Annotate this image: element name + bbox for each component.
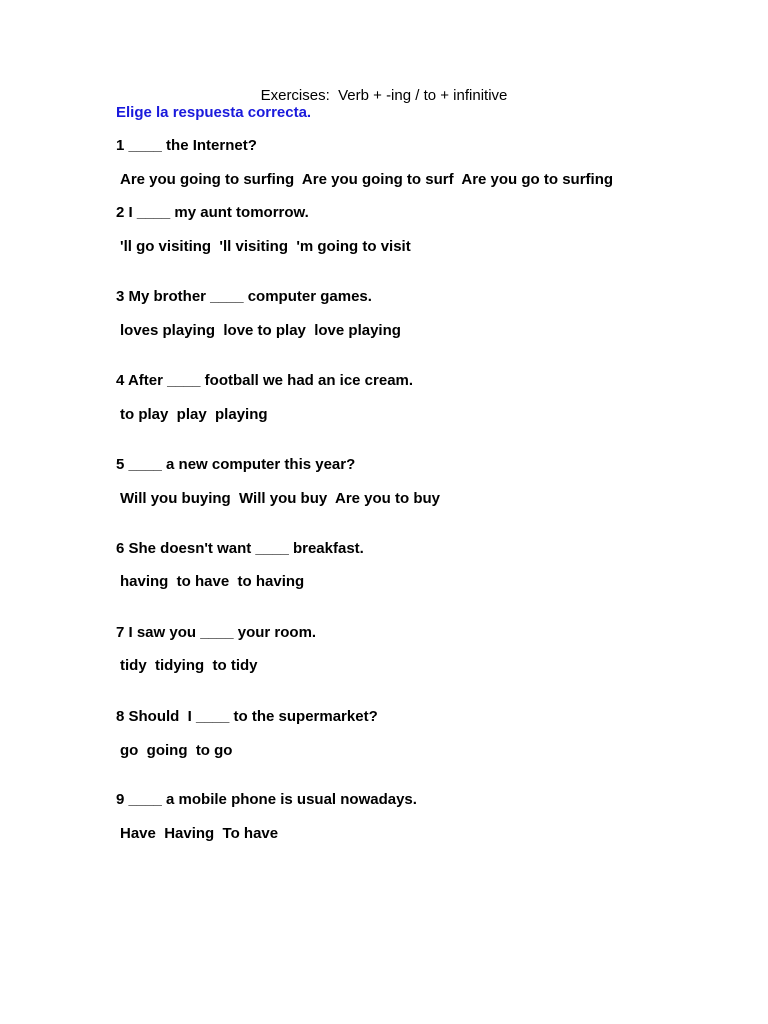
question-5: 5 ____ a new computer this year? <box>116 456 356 473</box>
options-7: tidy tidying to tidy <box>120 657 258 674</box>
options-8: go going to go <box>120 742 233 759</box>
question-7: 7 I saw you ____ your room. <box>116 624 317 641</box>
question-9: 9 ____ a mobile phone is usual nowadays. <box>116 791 417 808</box>
options-4: to play play playing <box>120 406 268 423</box>
question-3: 3 My brother ____ computer games. <box>116 288 372 305</box>
options-1: Are you going to surfing Are you going to surf Are you go to surfing <box>120 171 614 188</box>
question-8: 8 Should I ____ to the supermarket? <box>116 708 378 725</box>
question-4: 4 After ____ football we had an ice cream. <box>116 372 414 389</box>
options-9: Have Having To have <box>120 825 279 842</box>
question-1: 1 ____ the Internet? <box>116 137 257 154</box>
question-2: 2 I ____ my aunt tomorrow. <box>116 204 309 221</box>
options-6: having to have to having <box>120 573 305 590</box>
document-title: Exercises: Verb + -ing / to + infinitive <box>260 87 508 104</box>
options-5: Will you buying Will you buy Are you to buy <box>120 490 441 507</box>
options-2: 'll go visiting 'll visiting 'm going to visit <box>120 238 411 255</box>
question-6: 6 She doesn't want ____ breakfast. <box>116 540 364 557</box>
instruction-text: Elige la respuesta correcta. <box>116 104 312 121</box>
options-3: loves playing love to play love playing <box>120 322 401 339</box>
